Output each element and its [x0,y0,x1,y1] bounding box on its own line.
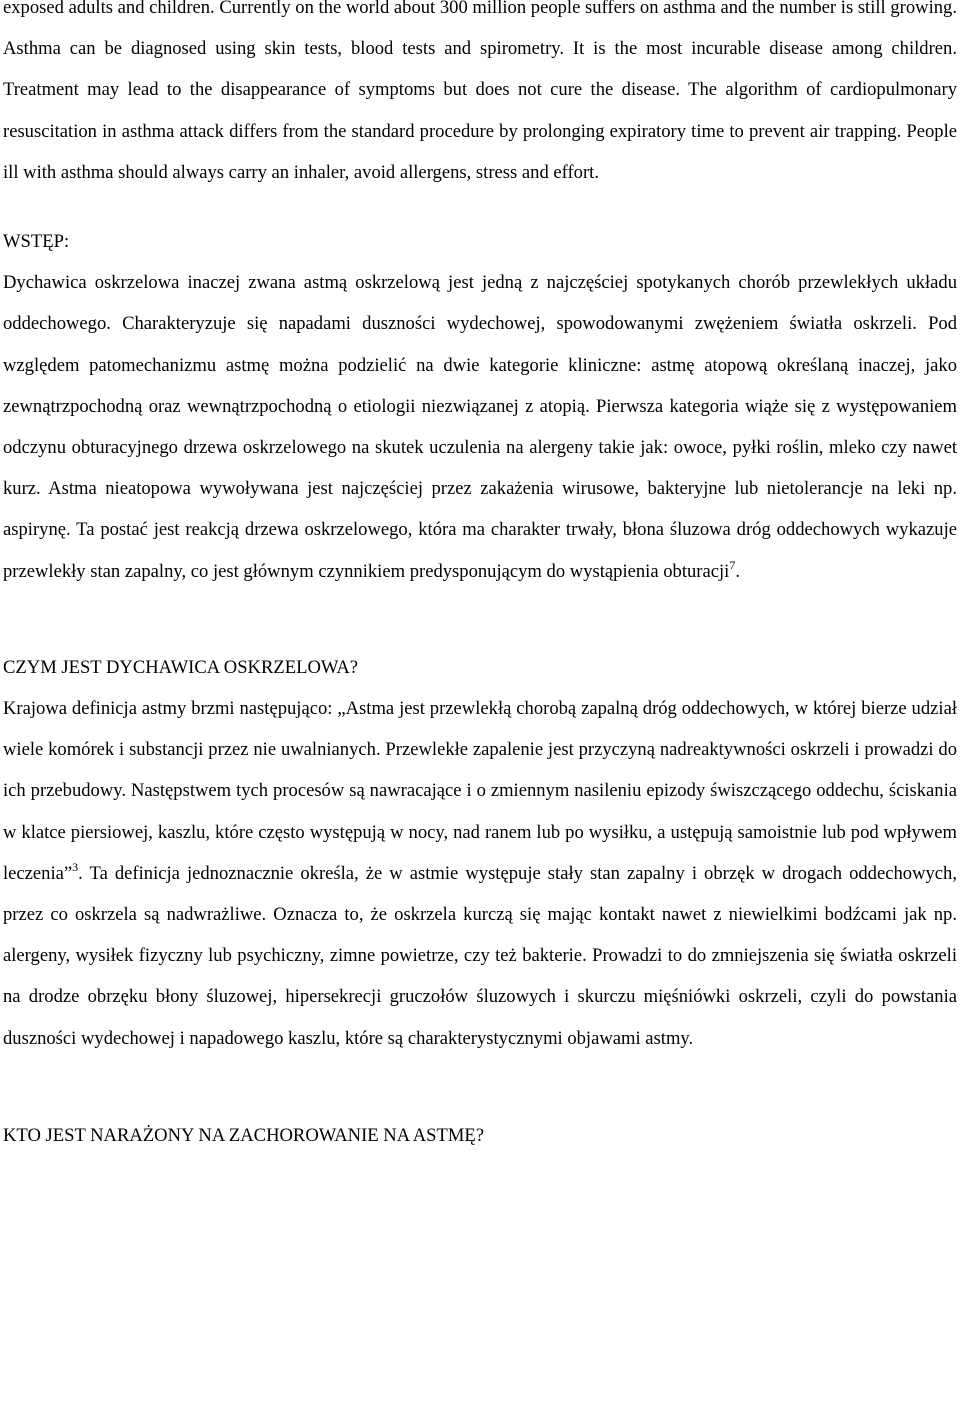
definition-text-before: Krajowa definicja astmy brzmi następująco: „Astma jest przewlekłą chorobą zapalną dróg oddechowych, w której bierze udział wiele komórek i substancji przez nie uwalnianych. Przewlekłe zapalenie jest przyczyną nadreaktywności oskrzeli i prowadzi do ich przebudowy. Następstwem tych procesów są nawracające i o zmiennym nasileniu epizody świszczącego oddechu, ściskania w klatce piersiowej, kaszlu, które często występują w nocy, nad ranem lub po wysiłku, a ustępują samoistnie lub pod wpływem leczenia” [3,698,957,884]
footnote-ref-7: 7 [729,557,736,572]
footnote-ref-3: 3 [72,860,79,875]
document-page [3,0,957,1156]
intro-paragraph [3,262,957,592]
section-heading-definition: CZYM JEST DYCHAWICA OSKRZELOWA? [3,656,359,678]
intro-tail: . [735,560,740,582]
abstract-paragraph: exposed adults and children. Currently on the world about 300 million people suffers on asthma and the number is still growing. Asthma can be diagnosed using skin tests, blood tests and spirometry. It is the most incurable disease among children. Treatment may lead to the disappearance of symptoms but does not cure the disease. The algorithm of cardiopulmonary resuscitation in asthma attack differs from the standard procedure by prolonging expiratory time to prevent air trapping. People ill with asthma should always carry an inhaler, avoid allergens, stress and effort. [3,0,957,183]
definition-paragraph [3,688,957,1059]
section-heading-intro: WSTĘP: [3,231,70,253]
intro-text: Dychawica oskrzelowa inaczej zwana astmą oskrzelową jest jedną z najczęściej spotykanych chorób przewlekłych układu oddechowego. Charakteryzuje się napadami duszności wydechowej, spowodowanymi zwężeniem światła oskrzeli. Pod względem patomechanizmu astmę można podzielić na dwie kategorie kliniczne: astmę atopową określaną inaczej, jako zewnątrzpochodną oraz wewnątrzpochodną o etiologii niezwiązanej z atopią. Pierwsza kategoria wiąże się z występowaniem odczynu obturacyjnego drzewa oskrzelowego na skutek uczulenia na alergeny takie jak: owoce, pyłki roślin, mleko czy nawet kurz. Astma nieatopowa wywoływana jest najczęściej przez zakażenia wirusowe, bakteryjne lub nietolerancje na leki np. aspirynę. Ta postać jest reakcją drzewa oskrzelowego, która ma charakter trwały, błona śluzowa dróg oddechowych wykazuje przewlekły stan zapalny, co jest głównym czynnikiem predysponującym do wystąpienia obturacji [3,272,957,582]
definition-text-after: . Ta definicja jednoznacznie określa, że w astmie występuje stały stan zapalny i obrzęk w drogach oddechowych, przez co oskrzela są nadwrażliwe. Oznacza to, że oskrzela kurczą się mając kontakt nawet z niewielkimi bodźcami jak np. alergeny, wysiłek fizyczny lub psychiczny, zimne powietrze, czy też bakterie. Prowadzi to do zmniejszenia się światła oskrzeli na drodze obrzęku błony śluzowej, hipersekrecji gruczołów śluzowych i skurczu mięśniówki oskrzeli, czyli do powstania duszności wydechowej i napadowego kaszlu, które są charakterystycznymi objawami astmy. [3,862,957,1049]
section-heading-risk: KTO JEST NARAŻONY NA ZACHOROWANIE NA ASTMĘ? [3,1124,485,1146]
